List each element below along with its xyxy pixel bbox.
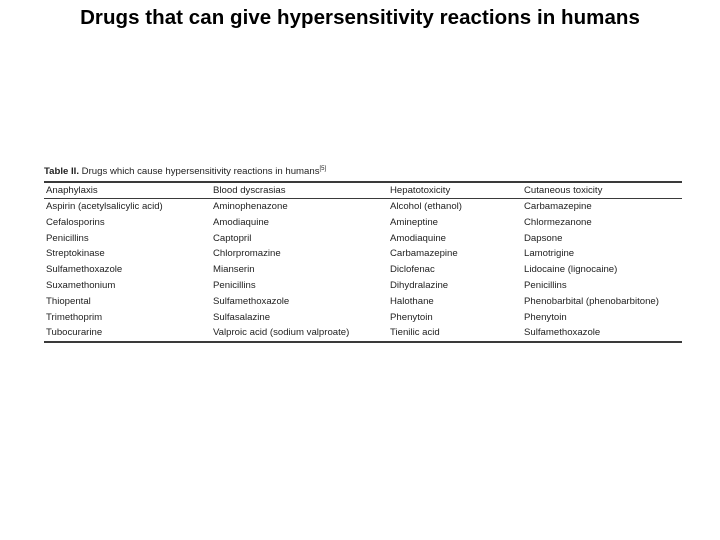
table-cell: Phenytoin [524, 311, 567, 323]
table-cell: Penicillins [46, 232, 89, 244]
table-cell: Sulfasalazine [213, 311, 271, 323]
table-cell: Sulfamethoxazole [46, 264, 123, 276]
table-cell: Aspirin (acetylsalicylic acid) [46, 201, 163, 212]
table-figure [44, 164, 682, 343]
table-cell: Phenobarbital (phenobarbitone) [524, 295, 659, 307]
table-caption-reference: [5] [319, 166, 327, 172]
table-cell: Captopril [213, 232, 252, 244]
column-header-blood-dyscrasias: Blood dyscrasias [213, 185, 286, 196]
table-row [44, 310, 682, 326]
table-row [44, 246, 682, 262]
table-cell: Lamotrigine [524, 248, 575, 260]
table-row [44, 278, 682, 294]
table-cell: Suxamethonium [46, 279, 116, 291]
table-cell: Streptokinase [46, 248, 105, 260]
table-cell: Chlorpromazine [213, 248, 281, 260]
table-cell: Tubocurarine [46, 327, 103, 339]
table-cell: Sulfamethoxazole [524, 327, 601, 339]
table-row [44, 294, 682, 310]
table-cell: Amineptine [390, 216, 438, 228]
table-row [44, 215, 682, 231]
table-header [44, 183, 682, 198]
column-header-anaphylaxis: Anaphylaxis [46, 185, 98, 196]
table-cell: Halothane [390, 295, 434, 307]
table-cell: Tienilic acid [390, 327, 440, 339]
table-cell: Mianserin [213, 264, 255, 276]
table-cell: Penicillins [213, 279, 256, 291]
table-cell: Amodiaquine [213, 216, 270, 228]
drug-table [44, 183, 682, 198]
table-cell: Lidocaine (lignocaine) [524, 264, 618, 276]
table-header-row [44, 183, 682, 198]
table-cell: Dapsone [524, 232, 563, 244]
table-cell: Sulfamethoxazole [213, 295, 290, 307]
table-cell: Chlormezanone [524, 216, 592, 228]
table-row [44, 262, 682, 278]
table-cell: Phenytoin [390, 311, 433, 323]
table-row [44, 325, 682, 341]
column-header-hepatotoxicity: Hepatotoxicity [390, 185, 451, 196]
table-caption-text: Drugs which cause hypersensitivity reactions in humans [79, 166, 320, 177]
table-cell: Amodiaquine [390, 232, 447, 244]
table-cell: Valproic acid (sodium valproate) [213, 327, 350, 339]
table-cell: Thiopental [46, 295, 91, 307]
table-cell: Penicillins [524, 279, 567, 291]
slide-title: Drugs that can give hypersensitivity reactions in humans [80, 6, 640, 29]
table-cell: Carbamazepine [390, 248, 458, 260]
table-cell: Cefalosporins [46, 216, 105, 228]
table-caption-label: Table II. [44, 166, 80, 177]
table-row [44, 231, 682, 247]
table-cell: Aminophenazone [213, 201, 288, 212]
drug-table-body [44, 199, 682, 341]
table-cell: Dihydralazine [390, 279, 449, 291]
table-cell: Carbamazepine [524, 201, 592, 212]
table-cell: Diclofenac [390, 264, 435, 276]
table-cell: Alcohol (ethanol) [390, 201, 462, 212]
table-caption [44, 164, 682, 179]
table-cell: Trimethoprim [46, 311, 103, 323]
table-bottom-rule [44, 341, 682, 343]
table-row [44, 199, 682, 215]
column-header-cutaneous-toxicity: Cutaneous toxicity [524, 185, 603, 196]
